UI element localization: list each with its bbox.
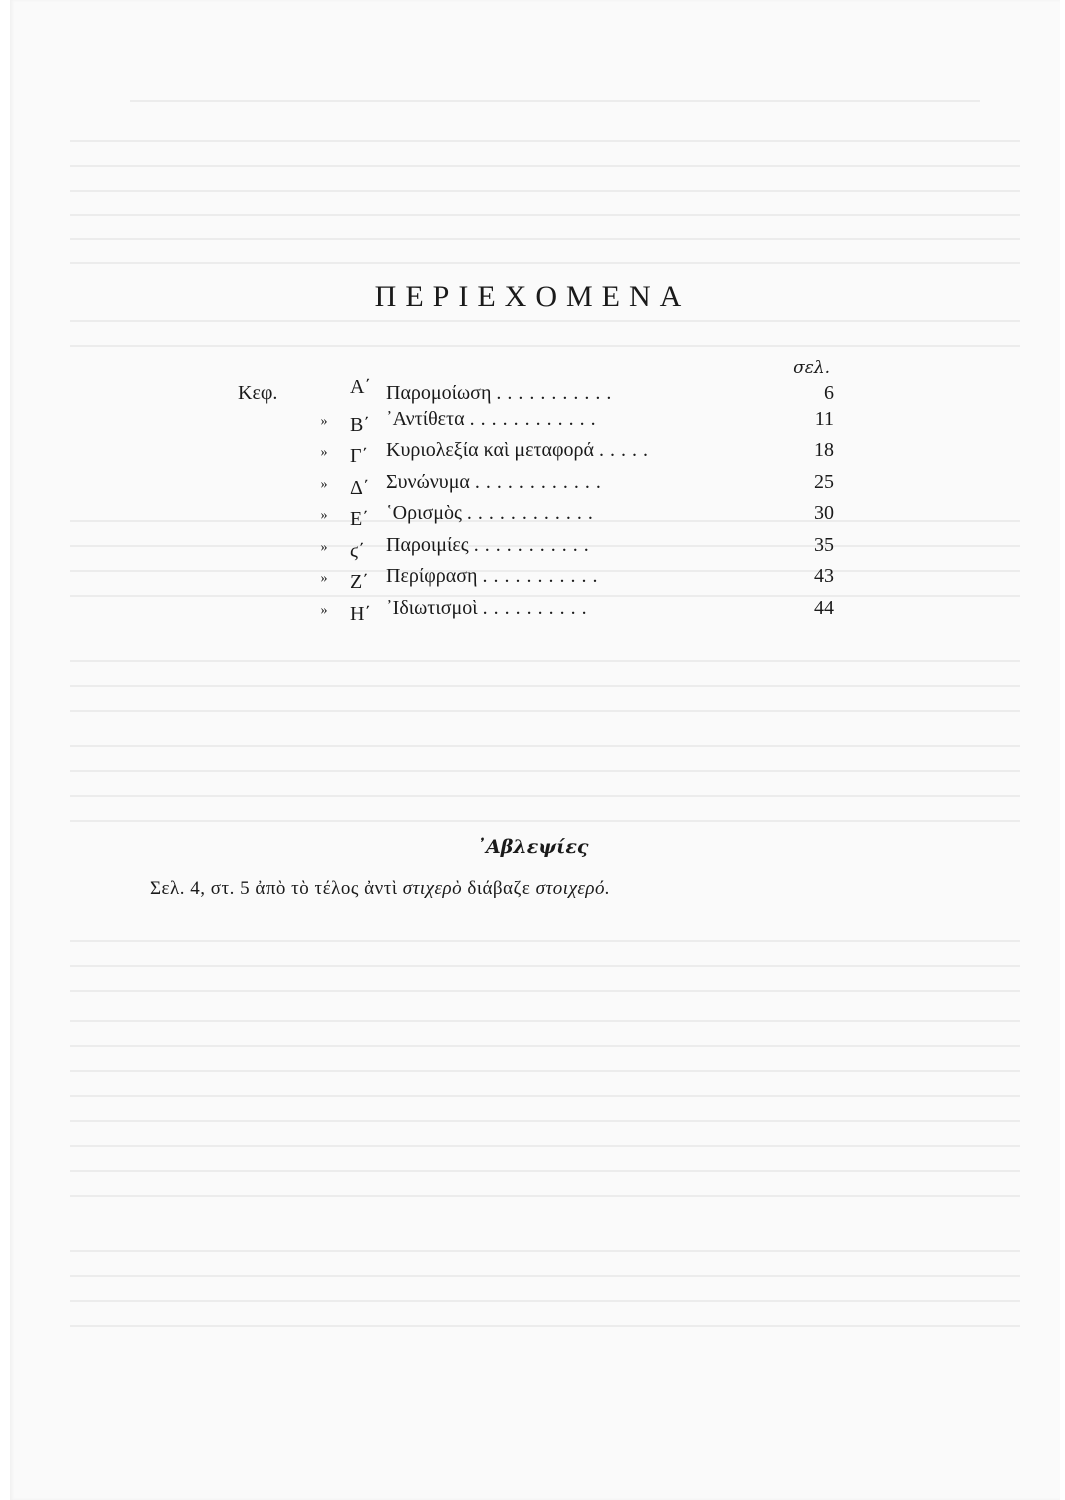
show-through-line <box>130 100 980 102</box>
page-column-label: σελ. <box>793 358 830 378</box>
chapter-letter: Ζ΄ <box>350 571 369 593</box>
chapter-page: 30 <box>814 502 834 524</box>
chapter-title: Παροιμίες <box>386 533 469 556</box>
chapter-page: 44 <box>814 596 834 619</box>
chapter-title: Συνώνυμα <box>386 470 470 493</box>
toc-entry[interactable] <box>238 565 838 597</box>
ditto-mark: » <box>320 571 328 586</box>
chapter-number <box>298 445 386 468</box>
chapter-letter: Α΄ <box>350 376 372 398</box>
show-through-line <box>70 214 1020 216</box>
toc-entry[interactable] <box>238 439 838 471</box>
chapter-number <box>298 603 386 626</box>
show-through-line <box>70 1120 1020 1122</box>
errata-note <box>150 878 850 900</box>
chapter-title: Παρομοίωση <box>386 382 492 404</box>
errata-wrong-word: στιχερὸ <box>402 878 463 899</box>
errata-instruction: διάβαζε <box>467 878 531 899</box>
show-through-line <box>70 1145 1020 1147</box>
chapter-abbrev: Κεφ. <box>238 382 278 404</box>
show-through-line <box>70 660 1020 662</box>
show-through-line <box>70 1070 1020 1072</box>
show-through-line <box>70 320 1020 322</box>
chapter-page: 43 <box>814 565 834 587</box>
show-through-line <box>70 262 1020 264</box>
toc-entry[interactable] <box>238 408 838 440</box>
chapter-title-cell <box>386 471 804 494</box>
chapter-title: ᾽Ιδιωτισμοὶ <box>386 596 478 619</box>
dot-leader: ............ <box>474 470 607 493</box>
chapter-number <box>298 376 386 399</box>
show-through-line <box>70 990 1020 992</box>
chapter-page: 25 <box>814 470 834 493</box>
chapter-title-cell <box>386 408 804 431</box>
show-through-line <box>70 238 1020 240</box>
chapter-page: 35 <box>814 533 834 556</box>
ditto-mark: » <box>320 539 328 555</box>
chapter-letter: Η΄ <box>350 602 372 625</box>
chapter-title: ᾽Αντίθετα <box>386 407 465 430</box>
ditto-mark: » <box>320 445 328 460</box>
chapter-title-cell <box>386 534 804 557</box>
chapter-number <box>298 477 386 500</box>
ditto-mark: » <box>320 413 328 429</box>
chapter-letter: ϛ΄ <box>350 539 366 562</box>
toc-entry[interactable] <box>238 597 838 629</box>
show-through-line <box>70 940 1020 942</box>
show-through-line <box>70 1195 1020 1197</box>
toc-entry[interactable] <box>238 376 838 408</box>
ditto-mark: » <box>320 508 328 523</box>
chapter-title-cell <box>386 597 804 620</box>
show-through-line <box>70 1325 1020 1327</box>
chapter-title-cell <box>386 502 804 525</box>
show-through-line <box>70 165 1020 167</box>
toc-entry[interactable] <box>238 534 838 566</box>
toc-entry[interactable] <box>238 471 838 503</box>
show-through-line <box>70 965 1020 967</box>
show-through-line <box>70 795 1020 797</box>
chapter-letter: Δ΄ <box>350 476 370 499</box>
errata-location: Σελ. 4, στ. 5 ἀπὸ τὸ τέλος ἀντὶ <box>150 878 398 899</box>
chapter-title-cell <box>386 565 804 588</box>
errata-title: ᾽Αβλεψίες <box>476 836 589 858</box>
chapter-number <box>298 540 386 563</box>
show-through-line <box>70 140 1020 142</box>
dot-leader: ........... <box>482 565 604 587</box>
dot-leader: ........... <box>496 382 618 404</box>
ditto-mark <box>298 376 350 399</box>
dot-leader: ............ <box>466 502 599 524</box>
errata-correct-word: στοιχερό. <box>535 878 611 899</box>
show-through-line <box>70 745 1020 747</box>
show-through-line <box>70 710 1020 712</box>
show-through-line <box>70 820 1020 822</box>
show-through-line <box>70 685 1020 687</box>
chapter-letter: Ε΄ <box>350 508 369 530</box>
chapter-number <box>298 571 386 594</box>
show-through-line <box>70 1045 1020 1047</box>
show-through-line <box>70 190 1020 192</box>
show-through-line <box>70 1170 1020 1172</box>
dot-leader: ..... <box>598 439 654 461</box>
chapter-number <box>298 508 386 531</box>
chapter-number <box>298 414 386 437</box>
show-through-line <box>70 1020 1020 1022</box>
table-of-contents <box>238 376 838 628</box>
chapter-title: Κυριολεξία καὶ μεταφορά <box>386 439 594 461</box>
book-page <box>10 0 1060 1500</box>
toc-entry[interactable] <box>238 502 838 534</box>
contents-title: ΠΕΡΙΕΧΟΜΕΝΑ <box>374 280 691 313</box>
show-through-line <box>70 1250 1020 1252</box>
chapter-page: 18 <box>814 439 834 461</box>
show-through-line <box>70 1275 1020 1277</box>
chapter-letter: Β΄ <box>350 413 370 436</box>
show-through-line <box>70 345 1020 347</box>
chapter-page: 11 <box>814 407 834 430</box>
chapter-title-cell <box>386 439 804 462</box>
chapter-page: 6 <box>824 382 834 404</box>
chapter-title-cell <box>386 382 804 405</box>
chapter-title: Περίφραση <box>386 565 478 587</box>
dot-leader: ........... <box>473 533 595 556</box>
chapter-letter: Γ΄ <box>350 445 369 467</box>
dot-leader: ............ <box>469 407 602 430</box>
chapter-title: ῾Ορισμὸς <box>386 502 462 524</box>
show-through-line <box>70 1095 1020 1097</box>
ditto-mark: » <box>320 476 328 492</box>
ditto-mark: » <box>320 602 328 618</box>
show-through-line <box>70 770 1020 772</box>
dot-leader: .......... <box>482 596 593 619</box>
show-through-line <box>70 1300 1020 1302</box>
